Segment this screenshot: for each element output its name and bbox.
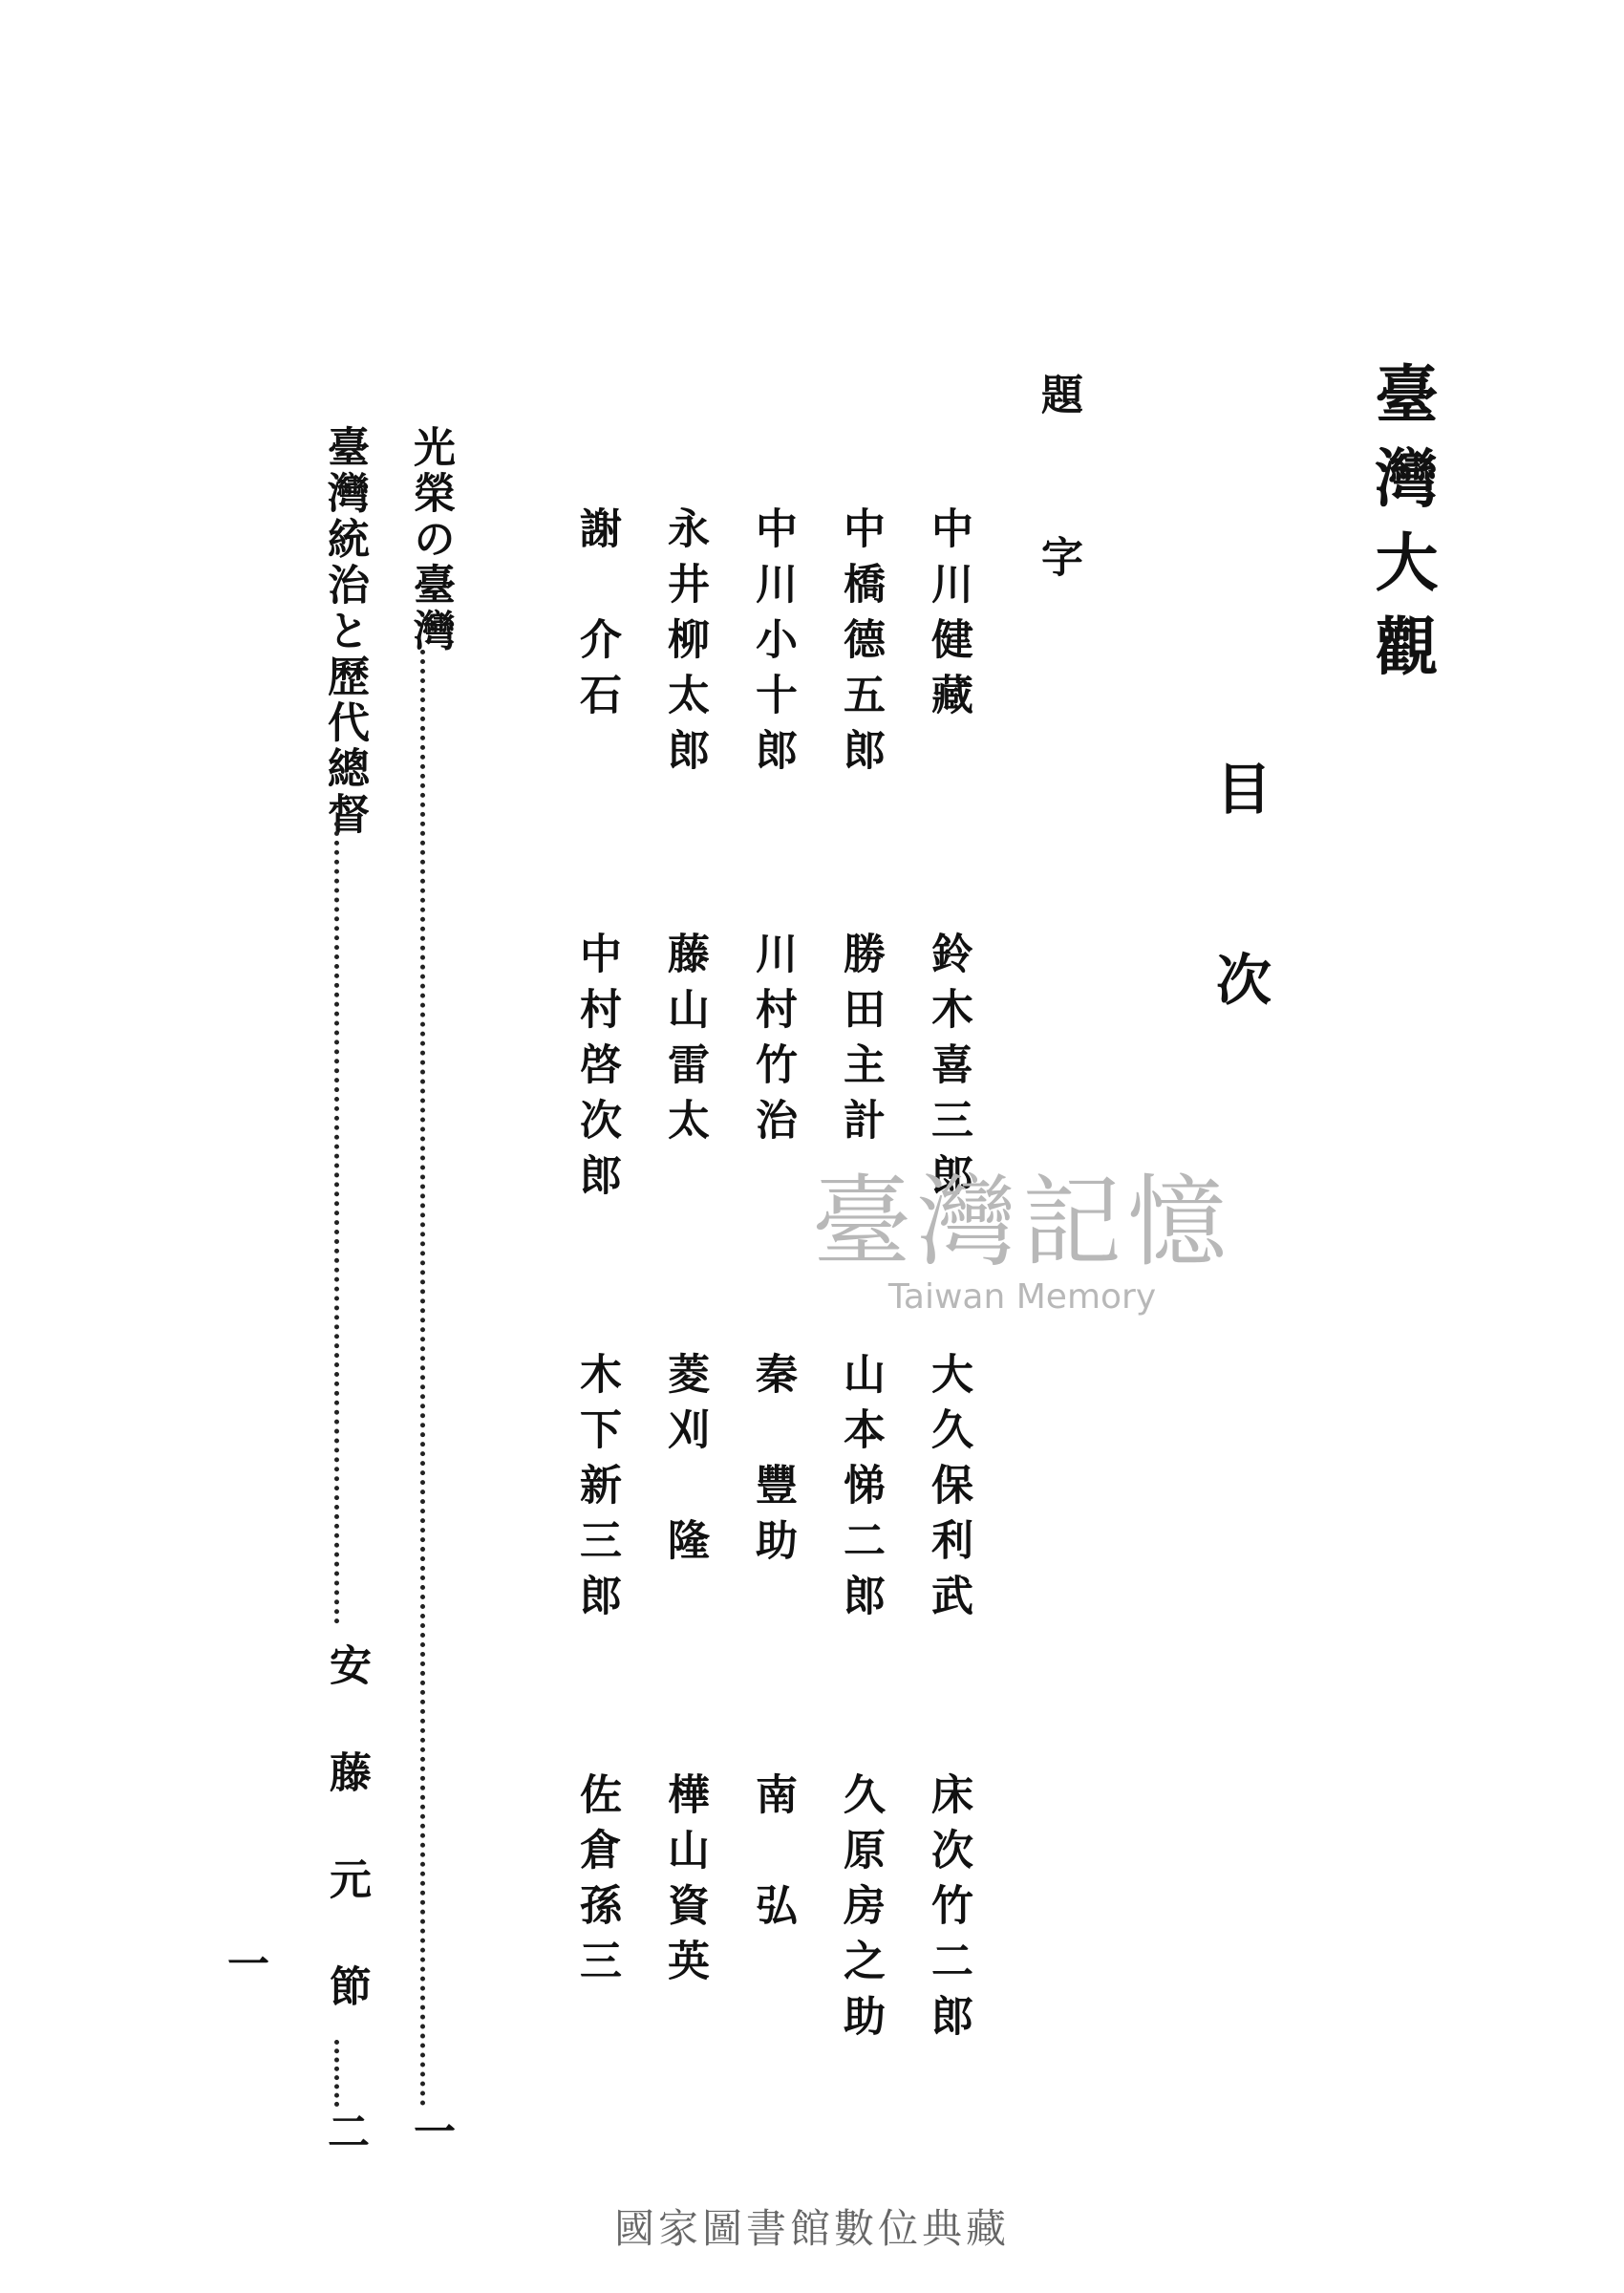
calligrapher-name: 藤山雷太 — [660, 932, 709, 1153]
calligrapher-name: 中村啓次郎 — [572, 932, 621, 1209]
calligrapher-name: 大久保利武 — [924, 1352, 972, 1629]
calligrapher-name: 山本悌二郎 — [836, 1352, 885, 1629]
calligrapher-name: 鈴木喜三郎 — [924, 932, 972, 1209]
calligraphy-label-2: 字 — [1034, 535, 1082, 577]
toc-entry-page: 二 — [320, 2110, 369, 2155]
toc-entry-page: 一 — [406, 2110, 455, 2155]
calligrapher-name: 謝 介石 — [572, 506, 621, 728]
toc-leader-dots — [334, 822, 339, 1624]
toc-entry-author: 安藤元節 — [322, 1643, 371, 2071]
calligrapher-name: 中川健藏 — [924, 506, 972, 728]
calligrapher-name: 勝田主計 — [836, 932, 885, 1153]
footer-collection-label: 國家圖書館數位典藏 — [613, 2205, 1010, 2252]
calligrapher-name: 菱刈 隆 — [660, 1352, 709, 1574]
calligrapher-name: 佐倉孫三 — [572, 1772, 621, 1994]
calligrapher-name: 樺山資英 — [660, 1772, 709, 1994]
calligrapher-name: 中川小十郎 — [748, 506, 797, 783]
watermark-english: Taiwan Memory — [887, 1277, 1157, 1317]
contents-heading-1: 目 — [1207, 760, 1271, 815]
watermark-chinese: 臺灣記憶 — [812, 1164, 1233, 1280]
calligrapher-name: 木下新三郎 — [572, 1352, 621, 1629]
calligrapher-name: 永井柳太郎 — [660, 506, 709, 783]
taiwan-memory-watermark — [812, 1142, 1232, 1317]
toc-leader-dots — [420, 650, 425, 2107]
calligraphy-label-1: 題 — [1034, 373, 1082, 415]
calligrapher-name: 中橋德五郎 — [836, 506, 885, 783]
toc-entry-title: 臺灣統治と歷代總督 — [320, 425, 369, 838]
page-number: 一 — [227, 1940, 269, 1989]
book-title: 臺灣大觀 — [1364, 361, 1439, 697]
contents-heading-2: 次 — [1207, 951, 1271, 1006]
calligrapher-name: 床次竹二郎 — [924, 1772, 972, 2049]
calligrapher-name: 久原房之助 — [836, 1772, 885, 2049]
calligrapher-name: 秦 豐助 — [748, 1352, 797, 1574]
calligrapher-name: 南 弘 — [748, 1772, 797, 1939]
toc-entry-title: 光榮の臺灣 — [406, 425, 455, 654]
calligrapher-name: 川村竹治 — [748, 932, 797, 1153]
toc-leader-dots — [334, 2040, 339, 2107]
